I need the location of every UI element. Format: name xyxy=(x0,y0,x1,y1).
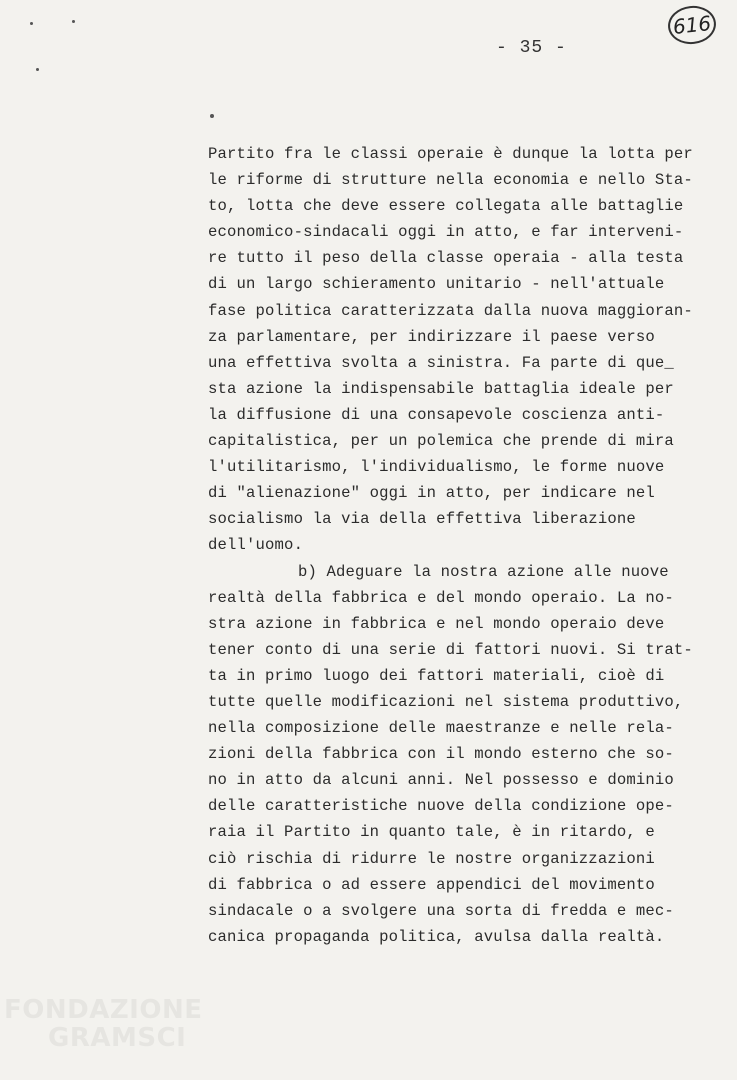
scan-speck xyxy=(30,22,33,25)
watermark-line-2: GRAMSCI xyxy=(48,1023,187,1053)
text-line: canica propaganda politica, avulsa dalla realtà. xyxy=(208,927,665,946)
text-line: l'utilitarismo, l'individualismo, le forme nuove xyxy=(208,458,665,477)
text-line: stra azione in fabbrica e nel mondo operaio deve xyxy=(208,614,665,633)
typewritten-text xyxy=(208,141,708,950)
section-b-heading-line: b) Adeguare la nostra azione alle nuove xyxy=(298,562,669,581)
text-line: re tutto il peso della classe operaia - alla testa xyxy=(208,249,684,268)
text-line: zioni della fabbrica con il mondo esterno che so- xyxy=(208,745,674,764)
text-line: una effettiva svolta a sinistra. Fa parte di que_ xyxy=(208,353,674,372)
fondazione-gramsci-watermark xyxy=(4,996,202,1052)
text-line: capitalistica, per un polemica che prende di mira xyxy=(208,432,674,451)
text-line: di fabbrica o ad essere appendici del movimento xyxy=(208,875,655,894)
text-line: economico-sindacali oggi in atto, e far interveni- xyxy=(208,223,684,242)
text-line: nella composizione delle maestranze e nelle rela- xyxy=(208,719,674,738)
text-line: to, lotta che deve essere collegata alle battaglie xyxy=(208,197,684,216)
text-line: le riforme di strutture nella economia e nello Sta- xyxy=(208,171,693,190)
text-line: socialismo la via della effettiva liberazione xyxy=(208,510,636,529)
text-line: Partito fra le classi operaie è dunque la lotta per xyxy=(208,145,693,163)
scan-speck xyxy=(36,68,39,71)
text-line: di un largo schieramento unitario - nell'attuale xyxy=(208,275,665,294)
text-line: ciò rischia di ridurre le nostre organizzazioni xyxy=(208,849,655,868)
text-line: za parlamentare, per indirizzare il paese verso xyxy=(208,327,655,346)
text-line: no in atto da alcuni anni. Nel possesso e dominio xyxy=(208,771,674,790)
text-line: delle caratteristiche nuove della condizione ope- xyxy=(208,797,674,816)
scan-speck xyxy=(210,114,214,118)
watermark-line-1: FONDAZIONE xyxy=(4,995,203,1025)
text-line: di "alienazione" oggi in atto, per indicare nel xyxy=(208,484,655,503)
page-number: - 35 - xyxy=(496,38,567,58)
text-line: tutte quelle modificazioni nel sistema produttivo, xyxy=(208,692,684,711)
text-line: sta azione la indispensabile battaglia ideale per xyxy=(208,379,674,398)
text-line: raia il Partito in quanto tale, è in ritardo, e xyxy=(208,823,655,842)
text-line: ta in primo luogo dei fattori materiali, cioè di xyxy=(208,666,665,685)
text-line: sindacale o a svolgere una sorta di fredda e mec- xyxy=(208,901,674,920)
scan-speck xyxy=(72,20,75,23)
text-line: fase politica caratterizzata dalla nuova maggioran- xyxy=(208,301,693,320)
text-line: realtà della fabbrica e del mondo operaio. La no- xyxy=(208,588,674,607)
text-line: la diffusione di una consapevole coscienza anti- xyxy=(208,405,665,424)
text-line: tener conto di una serie di fattori nuovi. Si trat- xyxy=(208,640,693,659)
text-line: dell'uomo. xyxy=(208,536,304,555)
archive-stamp-number: 616 xyxy=(666,4,718,47)
